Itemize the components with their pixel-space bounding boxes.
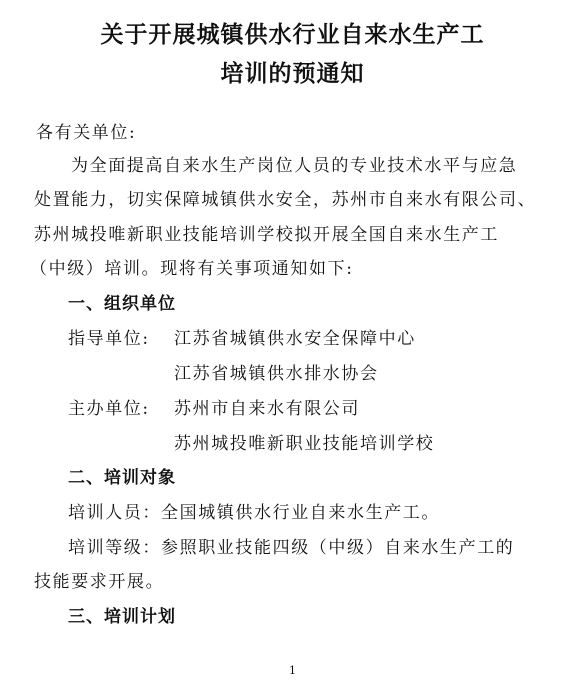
salutation: 各有关单位: — [36, 123, 137, 143]
training-level-line-2: 技能要求开展。 — [34, 572, 165, 592]
host-unit-org-2: 苏州城投唯新职业技能培训学校 — [174, 434, 435, 454]
page-number: 1 — [289, 664, 296, 677]
intro-line-3: 苏州城投唯新职业技能培训学校拟开展全国自来水生产工 — [34, 225, 499, 245]
intro-line-2: 处置能力，切实保障城镇供水安全，苏州市自来水有限公司、 — [34, 190, 537, 210]
document-title-line2: 培训的预通知 — [220, 60, 365, 87]
section3-heading: 三、培训计划 — [68, 607, 176, 627]
host-unit-org-1: 苏州市自来水有限公司 — [174, 399, 360, 419]
guide-unit-label: 指导单位: — [68, 329, 150, 349]
host-unit-label: 主办单位: — [68, 399, 150, 419]
intro-line-4: （中级）培训。现将有关事项通知如下: — [30, 259, 354, 279]
document-title-line1: 关于开展城镇供水行业自来水生产工 — [100, 21, 485, 48]
guide-unit-org-2: 江苏省城镇供水排水协会 — [174, 364, 379, 384]
intro-line-1: 为全面提高自来水生产岗位人员的专业技术水平与应急 — [71, 156, 518, 176]
section1-heading: 一、组织单位 — [68, 294, 176, 314]
training-level-line-1: 培训等级：参照职业技能四级（中级）自来水生产工的 — [68, 538, 515, 558]
section2-heading: 二、培训对象 — [68, 468, 176, 488]
guide-unit-org-1: 江苏省城镇供水安全保障中心 — [174, 329, 416, 349]
trainees-line: 培训人员：全国城镇供水行业自来水生产工。 — [68, 503, 440, 523]
